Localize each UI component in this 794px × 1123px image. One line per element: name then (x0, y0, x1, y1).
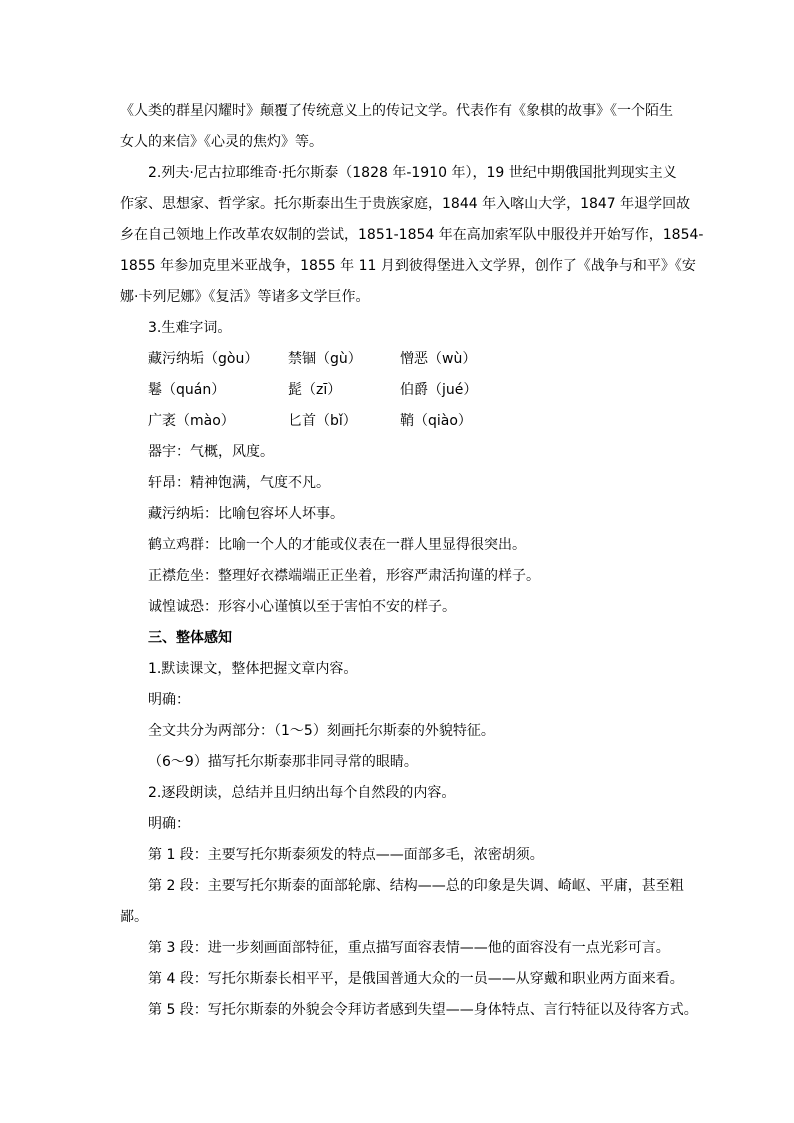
tolstoy-line-3: 乡在自己领地上作改革农奴制的尝试，1851-1854 年在高加索军队中服役并开始写作，1854- (120, 227, 704, 243)
definition-item: 鹤立鸡群：比喻一个人的才能或仪表在一群人里显得很突出。 (148, 537, 526, 553)
vocab-word: 鞘（qiào） (400, 413, 472, 429)
definition-item: 正襟危坐：整理好衣襟端端正正坐着，形容严肃活拘谨的样子。 (148, 568, 540, 584)
tolstoy-line-4: 1855 年参加克里米亚战争，1855 年 11 月到彼得堡进入文学界，创作了《战争与和平》《安 (120, 258, 696, 274)
task-item-2: 2.逐段朗读，总结并且归纳出每个自然段的内容。 (148, 785, 456, 801)
tolstoy-line-2: 作家、思想家、哲学家。托尔斯泰出生于贵族家庭，1844 年入喀山大学，1847 年退学回故 (120, 196, 691, 212)
section-heading: 三、整体感知 (148, 630, 232, 646)
vocab-row (120, 375, 680, 406)
paragraph-summary-3: 第 3 段：进一步刻画面部特征，重点描写面容表情——他的面容没有一点光彩可言。 (148, 940, 670, 956)
intro-line-1: 《人类的群星闪耀时》颠覆了传统意义上的传记文学。代表作有《象棋的故事》《一个陌生 (120, 103, 673, 119)
vocab-word: 匕首（bǐ） (288, 413, 357, 429)
document-page (120, 96, 704, 1026)
vocab-row (120, 406, 680, 437)
vocab-word: 广袤（mào） (148, 413, 235, 429)
vocab-word: 禁锢（gù） (288, 351, 362, 367)
vocab-row (120, 344, 680, 375)
paragraph-summary-5: 第 5 段：写托尔斯泰的外貌会令拜访者感到失望——身体特点、言行特征以及待客方式。 (148, 1002, 698, 1018)
paragraph-summary-4: 第 4 段：写托尔斯泰长相平平，是俄国普通大众的一员——从穿戴和职业两方面来看。 (148, 971, 684, 987)
paragraph-summary-2-line-2: 鄙。 (120, 909, 148, 925)
vocab-word: 憎恶（wù） (400, 351, 477, 367)
clarify-label: 明确： (148, 816, 190, 832)
definition-item: 器宇：气概，风度。 (148, 444, 274, 460)
definition-item: 轩昂：精神饱满，气度不凡。 (148, 475, 330, 491)
task-item-1: 1.默读课文，整体把握文章内容。 (148, 661, 358, 677)
vocab-word: 藏污纳垢（gòu） (148, 351, 259, 367)
vocab-word: 髭（zī） (288, 382, 342, 398)
part-summary-1: 全文共分为两部分：（1～5）刻画托尔斯泰的外貌特征。 (148, 723, 495, 739)
vocab-word: 鬈（quán） (148, 382, 226, 398)
vocab-heading: 3.生难字词。 (148, 320, 232, 336)
definition-item: 藏污纳垢：比喻包容坏人坏事。 (148, 506, 344, 522)
tolstoy-line-5: 娜·卡列尼娜》《复活》等诸多文学巨作。 (120, 289, 370, 305)
vocab-word: 伯爵（jué） (400, 382, 478, 398)
definition-item: 诚惶诚恐：形容小心谨慎以至于害怕不安的样子。 (148, 599, 456, 615)
clarify-label: 明确： (148, 692, 190, 708)
tolstoy-line-1: 2.列夫·尼古拉耶维奇·托尔斯泰（1828 年-1910 年），19 世纪中期俄国批判现实主义 (148, 165, 677, 181)
intro-line-2: 女人的来信》《心灵的焦灼》等。 (120, 134, 323, 150)
paragraph-summary-2-line-1: 第 2 段：主要写托尔斯泰的面部轮廓、结构——总的印象是失调、崎岖、平庸，甚至粗 (148, 878, 684, 894)
paragraph-summary-1: 第 1 段：主要写托尔斯泰须发的特点——面部多毛，浓密胡须。 (148, 847, 544, 863)
part-summary-2: （6～9）描写托尔斯泰那非同寻常的眼睛。 (148, 754, 418, 770)
